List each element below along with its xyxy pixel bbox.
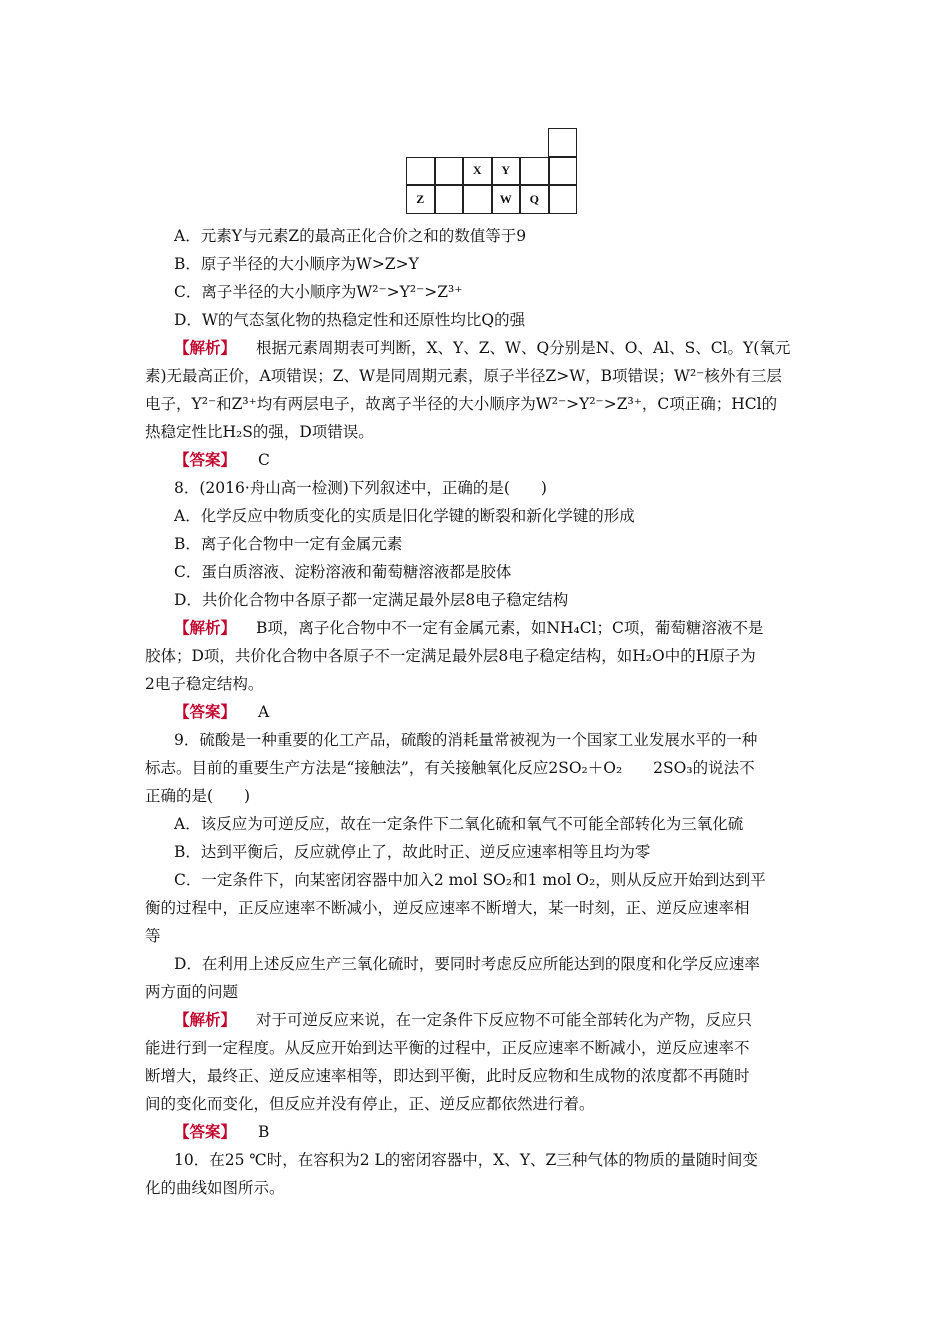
- q9-option-c-line-2: 衡的过程中，正反应速率不断减小，逆反应速率不断增大，某一时刻，正、逆反应速率相: [145, 899, 750, 917]
- q8-option-b: B．离子化合物中一定有金属元素: [174, 535, 403, 553]
- periodic-table-fragment: [406, 128, 577, 214]
- analysis-tag: 【解析】: [174, 1010, 237, 1029]
- q8-option-a: A．化学反应中物质变化的实质是旧化学键的断裂和新化学键的形成: [174, 507, 635, 525]
- answer-tag: 【答案】: [174, 1122, 237, 1141]
- q9-answer: [174, 1122, 269, 1142]
- table-cell-empty: [520, 157, 549, 186]
- q8-option-c: C．蛋白质溶液、淀粉溶液和葡萄糖溶液都是胶体: [174, 563, 512, 581]
- q10-stem-line-1: 10．在25 ℃时，在容积为2 L的密闭容器中，X、Y、Z三种气体的物质的量随时间变: [174, 1151, 758, 1169]
- q9-analysis-line-4: 间的变化而变化，但反应并没有停止，正、逆反应都依然进行着。: [145, 1095, 595, 1113]
- q8-stem: 8．(2016·舟山高一检测)下列叙述中，正确的是( ): [174, 479, 547, 497]
- q9-stem-line-1: 9．硫酸是一种重要的化工产品，硫酸的消耗量常被视为一个国家工业发展水平的一种: [174, 731, 758, 749]
- answer-value: C: [258, 451, 270, 469]
- q7-analysis-line-4: 热稳定性比H₂S的强，D项错误。: [145, 423, 374, 441]
- table-cell-empty: [549, 157, 578, 186]
- answer-value: A: [258, 703, 270, 721]
- q9-option-b: B．达到平衡后，反应就停止了，故此时正、逆反应速率相等且均为零: [174, 843, 651, 861]
- q9-option-d-line-2: 两方面的问题: [145, 983, 239, 1001]
- analysis-tag: 【解析】: [174, 338, 237, 357]
- q7-answer: [174, 450, 270, 470]
- q8-option-d: D．共价化合物中各原子都一定满足最外层8电子稳定结构: [174, 591, 569, 609]
- table-cell-empty: [435, 185, 464, 214]
- table-cell-empty: [548, 128, 577, 157]
- q9-analysis-line-2: 能进行到一定程度。从反应开始到达平衡的过程中，正反应速率不断减小，逆反应速率不: [145, 1039, 750, 1057]
- q7-option-d: D．W的气态氢化物的热稳定性和还原性均比Q的强: [174, 311, 526, 329]
- analysis-text: B项，离子化合物中不一定有金属元素，如NH₄Cl；C项，葡萄糖溶液不是: [256, 619, 764, 637]
- q7-option-b: B．原子半径的大小顺序为W>Z>Y: [174, 255, 419, 273]
- table-cell-empty: [549, 185, 578, 214]
- q7-option-a: A．元素Y与元素Z的最高正化合价之和的数值等于9: [174, 227, 527, 245]
- q9-analysis-line-3: 断增大，最终正、逆反应速率相等，即达到平衡，此时反应物和生成物的浓度都不再随时: [145, 1067, 750, 1085]
- q9-option-c-line-3: 等: [145, 927, 161, 945]
- table-cell-x: X: [463, 157, 492, 186]
- analysis-tag: 【解析】: [174, 618, 237, 637]
- q9-option-d-line-1: D．在利用上述反应生产三氧化硫时，要同时考虑反应所能达到的限度和化学反应速率: [174, 955, 760, 973]
- q7-analysis-line-2: 素)无最高正价，A项错误；Z、W是同周期元素，原子半径Z>W，B项错误；W²⁻核外有三层: [145, 367, 782, 385]
- answer-tag: 【答案】: [174, 450, 237, 469]
- table-cell-y: Y: [492, 157, 521, 186]
- table-cell-q: Q: [520, 185, 549, 214]
- q9-stem-line-2: 标志。目前的重要生产方法是“接触法”，有关接触氧化反应2SO₂＋O₂ 2SO₃的说法不: [145, 759, 755, 777]
- q8-answer: [174, 702, 269, 722]
- q8-analysis-line-1: [174, 618, 763, 638]
- q9-option-c-line-1: C．一定条件下，向某密闭容器中加入2 mol SO₂和1 mol O₂，则从反应开始到达到平: [174, 871, 766, 889]
- q8-analysis-line-3: 2电子稳定结构。: [145, 675, 264, 693]
- table-cell-empty: [463, 185, 492, 214]
- table-cell-empty: [435, 157, 464, 186]
- analysis-text: 对于可逆反应来说，在一定条件下反应物不可能全部转化为产物，反应只: [256, 1011, 753, 1029]
- q8-analysis-line-2: 胶体；D项，共价化合物中各原子不一定满足最外层8电子稳定结构，如H₂O中的H原子为: [145, 647, 756, 665]
- table-cell-w: W: [492, 185, 521, 214]
- q9-option-a: A．该反应为可逆反应，故在一定条件下二氧化硫和氧气不可能全部转化为三氧化硫: [174, 815, 744, 833]
- q7-option-c: C．离子半径的大小顺序为W²⁻>Y²⁻>Z³⁺: [174, 283, 463, 301]
- answer-tag: 【答案】: [174, 702, 237, 721]
- q7-analysis-line-3: 电子，Y²⁻和Z³⁺均有两层电子，故离子半径的大小顺序为W²⁻>Y²⁻>Z³⁺，C项正确；HCl的: [145, 395, 778, 413]
- q9-analysis-line-1: [174, 1010, 752, 1030]
- q7-analysis-line-1: [174, 338, 790, 358]
- table-cell-z: Z: [406, 185, 435, 214]
- q9-stem-line-3: 正确的是( ): [145, 787, 251, 805]
- q10-stem-line-2: 化的曲线如图所示。: [145, 1179, 285, 1197]
- table-cell-empty: [406, 157, 435, 186]
- answer-value: B: [258, 1123, 270, 1141]
- analysis-text: 根据元素周期表可判断，X、Y、Z、W、Q分别是N、O、Al、S、Cl。Y(氧元: [256, 339, 791, 357]
